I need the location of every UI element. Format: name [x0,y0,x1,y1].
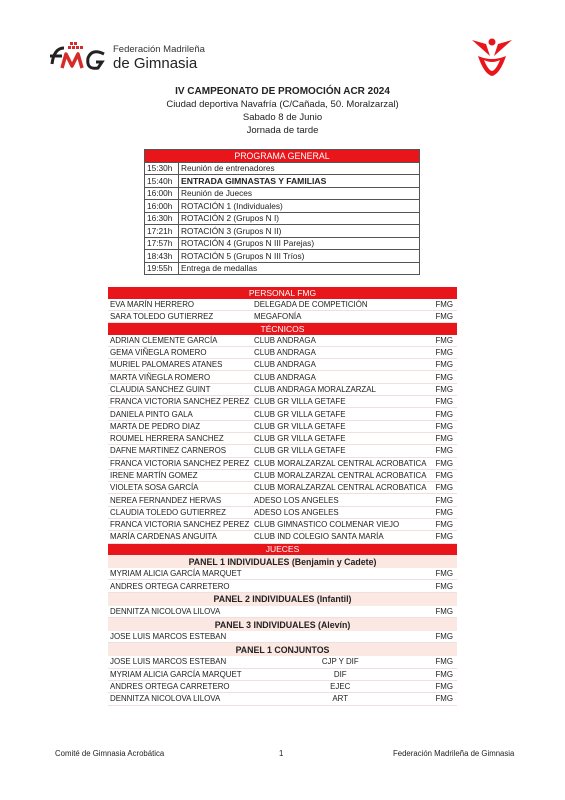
person-org: FMG [428,445,457,457]
program-row [145,262,420,275]
event-session: Jornada de tarde [246,125,319,136]
person-org: FMG [428,335,457,347]
person-org: FMG [428,432,457,444]
program-event: Reunión de Jueces [179,187,420,200]
staff-row [108,359,457,371]
program-row [145,237,420,250]
person-name: MARTA VIÑEGLA ROMERO [108,371,252,383]
program-time: 15:40h [145,175,179,188]
program-row [145,162,420,175]
program-time: 16:30h [145,212,179,225]
panel-label: PANEL 2 INDIVIDUALES (Infantil) [108,592,457,606]
person-name: ROUMEL HERRERA SANCHEZ [108,432,252,444]
person-name: DANIELA PINTO GALA [108,408,252,420]
person-role: CLUB IND COLEGIO SANTA MARÍA [252,531,428,543]
person-role: DIF [252,668,428,680]
program-event: Reunión de entrenadores [179,162,420,175]
person-org: FMG [428,680,457,692]
program-table [144,149,420,275]
program-row [145,212,420,225]
person-name: DENNITZA NICOLOVA LILOVA [108,693,252,705]
person-name: NEREA FERNANDEZ HERVAS [108,494,252,506]
org-name-line2: de Gimnasia [113,55,198,72]
person-org: FMG [428,408,457,420]
person-org: FMG [428,656,457,668]
person-role [252,606,428,618]
staff-row [108,445,457,457]
person-role: ART [252,693,428,705]
staff-row [108,310,457,322]
person-role: CLUB MORALZARZAL CENTRAL ACROBATICA [254,471,427,480]
person-name: MYRIAM ALICIA GARCÍA MARQUET [108,568,252,580]
person-role: EJEC [252,680,428,692]
person-name: MYRIAM ALICIA GARCÍA MARQUET [108,668,252,680]
staff-row [108,420,457,432]
person-org: FMG [428,371,457,383]
program-event: ROTACIÓN 4 (Grupos N III Parejas) [179,237,420,250]
person-name: ANDRES ORTEGA CARRETERO [108,580,252,592]
person-name: MARTA DE PEDRO DIAZ [108,420,252,432]
program-time: 18:43h [145,250,179,263]
program-row [145,250,420,263]
person-name: CLAUDIA TOLEDO GUTIERREZ [108,506,252,518]
person-role: ADESO LOS ANGELES [252,506,428,518]
staff-row [108,432,457,444]
person-role: CLUB ANDRAGA MORALZARZAL [252,383,428,395]
program-event: Entrega de medallas [179,262,420,275]
person-org: FMG [428,631,457,643]
person-org: FMG [428,346,457,358]
panel-header [108,555,457,568]
person-org: FMG [428,506,457,518]
person-org: FMG [428,469,457,481]
person-org: FMG [428,580,457,592]
staff-row [108,668,457,680]
person-name: DAFNE MARTINEZ CARNEROS [108,445,252,457]
section-header [108,323,457,335]
person-role: DELEGADA DE COMPETICIÓN [252,299,428,311]
person-role: CLUB ANDRAGA [252,359,428,371]
footer-page-number: 1 [279,749,284,758]
section-header [108,543,457,555]
gymnast-emblem-icon [470,34,514,78]
program-event: ROTACIÓN 1 (Individuales) [179,200,420,213]
section-label: PERSONAL FMG [108,287,457,299]
person-name: GEMA VIÑEGLA ROMERO [108,346,252,358]
program-time: 16:00h [145,200,179,213]
program-time: 17:57h [145,237,179,250]
staff-row [108,335,457,347]
staff-row [108,568,457,580]
program-event: ENTRADA GIMNASTAS Y FAMILIAS [179,175,420,188]
program-time: 19:55h [145,262,179,275]
person-role [252,568,428,580]
person-org: FMG [428,420,457,432]
staff-row [108,469,457,481]
staff-row [108,680,457,692]
event-title: IV CAMPEONATO DE PROMOCIÓN ACR 2024 [175,86,390,97]
person-name: FRANCA VICTORIA SANCHEZ PEREZ [108,457,252,469]
program-time: 17:21h [145,225,179,238]
staff-row [108,693,457,705]
person-name: FRANCA VICTORIA SANCHEZ PEREZ [108,396,252,408]
person-role: CLUB MORALZARZAL CENTRAL ACROBATICA [254,458,427,468]
staff-row [108,396,457,408]
person-role: CLUB GR VILLA GETAFE [252,420,428,432]
person-org: FMG [428,606,457,618]
person-org: FMG [428,568,457,580]
person-name: JOSE LUIS MARCOS ESTEBAN [108,656,252,668]
staff-row [108,580,457,592]
panel-label: PANEL 3 INDIVIDUALES (Alevín) [108,618,457,632]
staff-row [108,656,457,668]
program-row [145,200,420,213]
person-role: ADESO LOS ANGELES [252,494,428,506]
staff-table [108,287,457,706]
person-org: FMG [428,299,457,311]
staff-row [108,506,457,518]
person-role: CLUB ANDRAGA [252,335,428,347]
person-name: CLAUDIA SANCHEZ GUINT [108,383,252,395]
person-role: CLUB GR VILLA GETAFE [252,396,428,408]
person-org: FMG [428,383,457,395]
person-name: SARA TOLEDO GUTIERREZ [108,310,252,322]
person-name: MARÍA CARDENAS ANGUITA [108,531,252,543]
person-org: FMG [428,482,457,494]
person-org: FMG [428,310,457,322]
footer-federation: Federación Madrileña de Gimnasia [393,749,515,758]
program-title: PROGRAMA GENERAL [145,150,420,163]
org-name-line1: Federación Madrileña [113,44,205,55]
program-event: ROTACIÓN 3 (Grupos N II) [179,225,420,238]
person-role [252,631,428,643]
person-org: FMG [428,531,457,543]
person-name: IRENE MARTÍN GOMEZ [108,469,252,481]
person-role: CLUB ANDRAGA [252,371,428,383]
person-org: FMG [428,494,457,506]
panel-header [108,643,457,657]
staff-row [108,299,457,311]
person-org: FMG [428,668,457,680]
section-header [108,287,457,299]
person-name: FRANCA VICTORIA SANCHEZ PEREZ [108,519,252,531]
staff-row [108,408,457,420]
program-event: ROTACIÓN 5 (Grupos N III Tríos) [179,250,420,263]
staff-row [108,531,457,543]
staff-row [108,457,457,469]
person-role: CLUB GR VILLA GETAFE [252,445,428,457]
gymnast-emblem [470,34,514,83]
staff-row [108,346,457,358]
person-name: ANDRES ORTEGA CARRETERO [108,680,252,692]
person-org: FMG [428,519,457,531]
person-role: CLUB GR VILLA GETAFE [252,408,428,420]
person-name: JOSE LUIS MARCOS ESTEBAN [108,631,252,643]
staff-row [108,606,457,618]
program-time: 16:00h [145,187,179,200]
panel-header [108,618,457,632]
staff-row [108,371,457,383]
program-event: ROTACIÓN 2 (Grupos N I) [179,212,420,225]
person-role: CLUB ANDRAGA [252,346,428,358]
person-org: FMG [428,359,457,371]
person-name: DENNITZA NICOLOVA LILOVA [108,606,252,618]
person-org: FMG [428,693,457,705]
panel-label: PANEL 1 INDIVIDUALES (Benjamin y Cadete) [108,555,457,568]
section-label: JUECES [108,543,457,555]
panel-header [108,592,457,606]
person-role: MEGAFONÍA [252,310,428,322]
staff-row [108,383,457,395]
person-role [252,580,428,592]
person-org: FMG [428,396,457,408]
panel-label: PANEL 1 CONJUNTOS [108,643,457,657]
event-venue: Ciudad deportiva Navafría (C/Cañada, 50. Moralzarzal) [166,99,399,110]
staff-row [108,482,457,494]
person-role: CJP Y DIF [252,656,428,668]
section-label: TÉCNICOS [108,323,457,335]
program-row [145,225,420,238]
footer-committee: Comité de Gimnasia Acrobática [55,749,165,758]
program-row [145,187,420,200]
staff-row [108,519,457,531]
program-row [145,175,420,188]
person-role: CLUB MORALZARZAL CENTRAL ACROBATICA [254,483,427,493]
person-name: ADRIAN CLEMENTE GARCÍA [108,335,252,347]
person-name: VIOLETA SOSA GARCÍA [108,482,252,494]
event-date: Sabado 8 de Junio [242,112,323,123]
staff-row [108,494,457,506]
person-name: EVA MARÍN HERRERO [108,299,252,311]
person-role: CLUB GIMNASTICO COLMENAR VIEJO [252,519,428,531]
person-name: MURIEL PALOMARES ATANES [108,359,252,371]
person-org: FMG [428,457,457,469]
staff-row [108,631,457,643]
person-role: CLUB GR VILLA GETAFE [252,432,428,444]
fmg-logo-icon [48,38,110,80]
program-time: 15:30h [145,162,179,175]
